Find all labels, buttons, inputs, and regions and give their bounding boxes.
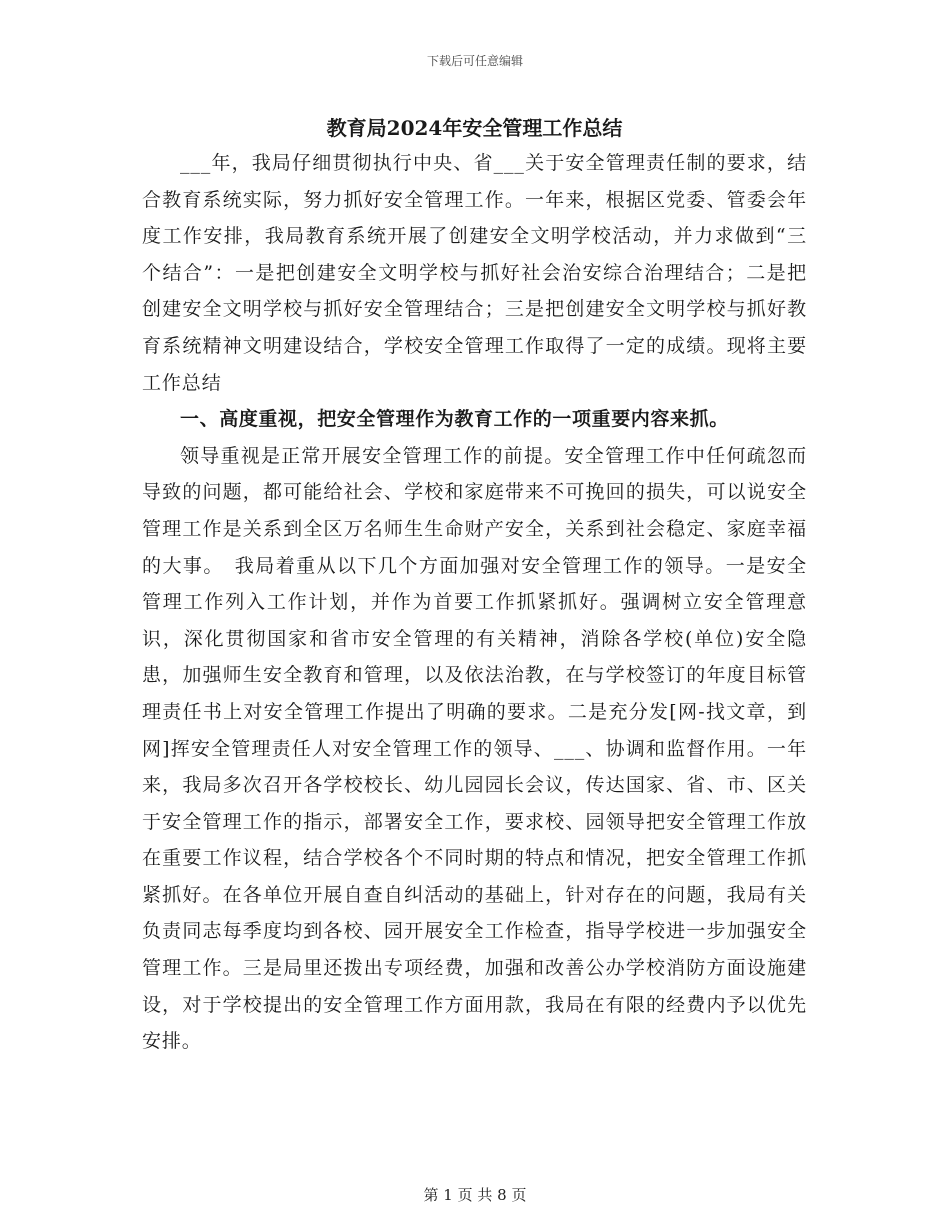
- document-body: [142, 111, 807, 1060]
- section-1-heading: 一、高度重视，把安全管理作为教育工作的一项重要内容来抓。: [180, 408, 729, 431]
- page-number: 第 1 页 共 8 页: [423, 1186, 527, 1204]
- intro-paragraph: ___年，我局仔细贯彻执行中央、省___关于安全管理责任制的要求，结合教育系统实际，努力抓好安全管理工作。一年来，根据区党委、管委会年度工作安排，我局教育系统开展了创建安全文明学校活动，并力求做到“三个结合”：一是把创建安全文明学校与抓好社会治安综合治理结合；二是把创建安全文明学校与抓好安全管理结合；三是把创建安全文明学校与抓好教育系统精神文明建设结合，学校安全管理工作取得了一定的成绩。现将主要工作总结: [142, 152, 807, 394]
- section-1-paragraph: 领导重视是正常开展安全管理工作的前提。安全管理工作中任何疏忽而导致的问题，都可能给社会、学校和家庭带来不可挽回的损失，可以说安全管理工作是关系到全区万名师生生命财产安全，关系到社会稳定、家庭幸福的大事。 我局着重从以下几个方面加强对安全管理工作的领导。一是安全管理工作列入工作计划，并作为首要工作抓紧抓好。强调树立安全管理意识，深化贯彻国家和省市安全管理的有关精神，消除各学校(单位)安全隐患，加强师生安全教育和管理，以及依法治教，在与学校签订的年度目标管理责任书上对安全管理工作提出了明确的要求。二是充分发[网-找文章，到网]挥安全管理责任人对安全管理工作的领导、___、协调和监督作用。一年来，我局多次召开各学校校长、幼儿园园长会议，传达国家、省、市、区关于安全管理工作的指示，部署安全工作，要求校、园领导把安全管理工作放在重要工作议程，结合学校各个不同时期的特点和情况，把安全管理工作抓紧抓好。在各单位开展自查自纠活动的基础上，针对存在的问题，我局有关负责同志每季度均到各校、园开展安全工作检查，指导学校进一步加强安全管理工作。三是局里还拨出专项经费，加强和改善公办学校消防方面设施建设，对于学校提出的安全管理工作方面用款，我局在有限的经费内予以优先安排。: [142, 444, 807, 1053]
- document-title: 教育局2024年安全管理工作总结: [326, 116, 623, 140]
- page-header-note: 下载后可任意编辑: [426, 54, 523, 68]
